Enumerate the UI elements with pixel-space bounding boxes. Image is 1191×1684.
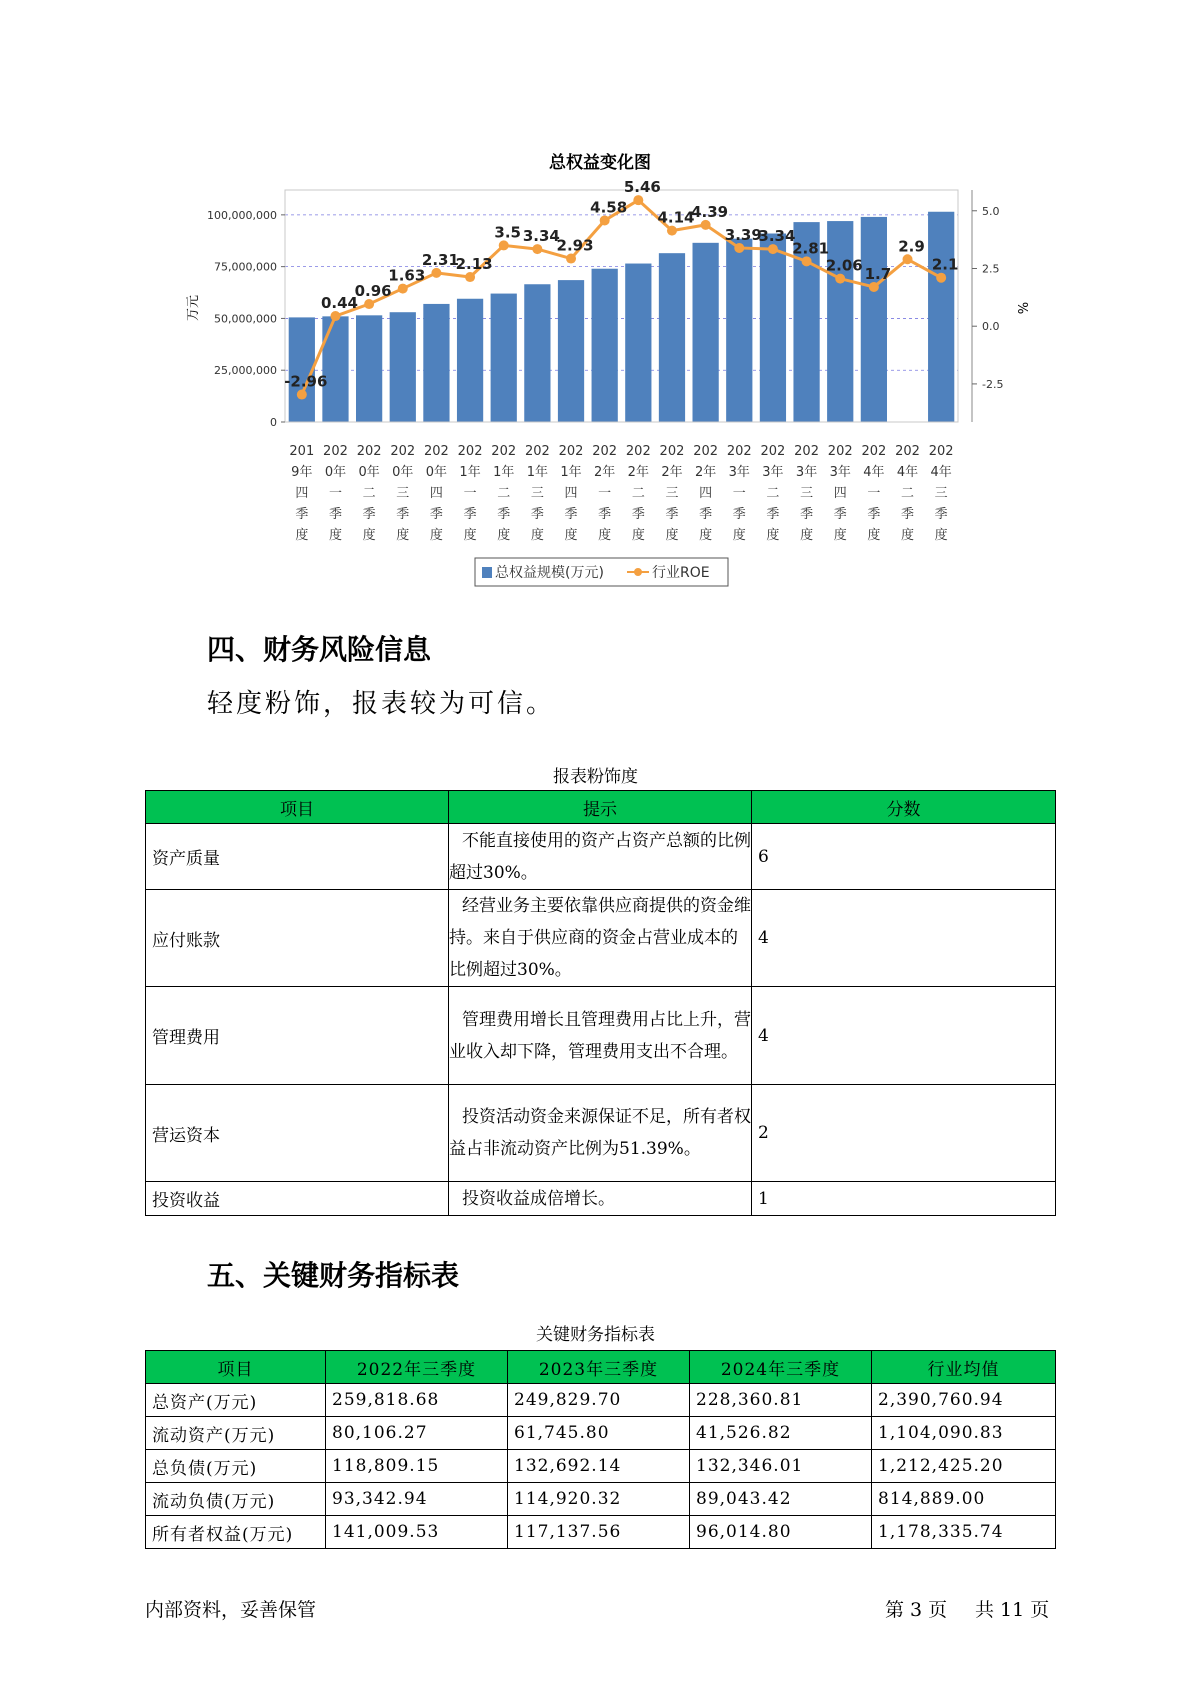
risk-hint: 投资收益成倍增长。	[449, 1182, 752, 1216]
x-tick-label: 二	[631, 486, 645, 501]
x-tick-label: 季	[362, 507, 376, 522]
bar	[356, 315, 382, 422]
kpi-value: 93,342.94	[326, 1483, 508, 1516]
kpi-table	[145, 1350, 1056, 1549]
x-tick-label: 度	[295, 528, 309, 543]
kpi-value: 89,043.42	[690, 1483, 872, 1516]
kpi-table-caption: 关键财务指标表	[536, 1325, 655, 1345]
x-tick-label: 202	[457, 444, 483, 459]
x-tick-label: 季	[766, 507, 780, 522]
section4-heading: 四、财务风险信息	[207, 633, 432, 666]
roe-point	[802, 256, 812, 266]
kpi-value: 1,212,425.20	[872, 1450, 1056, 1483]
roe-point	[734, 243, 744, 253]
x-tick-label: 四	[699, 486, 713, 501]
bar	[558, 280, 584, 422]
risk-table	[145, 790, 1056, 1216]
x-tick-label: 2年	[594, 465, 616, 480]
roe-data-label: 4.58	[590, 198, 628, 217]
x-tick-label: 度	[833, 528, 847, 543]
bar	[928, 212, 954, 422]
x-tick-label: 202	[524, 444, 550, 459]
x-tick-label: 202	[558, 444, 584, 459]
bar	[322, 316, 348, 422]
kpi-item: 所有者权益(万元)	[146, 1516, 326, 1549]
roe-point	[398, 284, 408, 294]
x-tick-label: 季	[295, 507, 309, 522]
roe-data-label: 2.9	[898, 237, 925, 256]
table-row	[146, 890, 1056, 987]
roe-data-label: 1.63	[388, 266, 426, 285]
x-tick-label: 度	[631, 528, 645, 543]
x-tick-label: 季	[463, 507, 477, 522]
section5-heading: 五、关键财务指标表	[207, 1259, 460, 1292]
header-cell: 2023年三季度	[508, 1351, 690, 1384]
roe-data-label: 2.1	[931, 255, 959, 274]
legend-bar-swatch	[482, 567, 492, 578]
x-tick-label: 度	[429, 528, 443, 543]
bar	[423, 304, 449, 422]
x-tick-label: 四	[295, 486, 309, 501]
legend-line-label: 行业ROE	[652, 565, 710, 581]
table-row	[146, 1384, 1056, 1417]
x-tick-label: 季	[396, 507, 410, 522]
bar	[390, 312, 416, 422]
x-tick-label: 9年	[291, 465, 313, 480]
kpi-value: 80,106.27	[326, 1417, 508, 1450]
table-row	[146, 1483, 1056, 1516]
bar	[861, 217, 887, 422]
risk-table-header	[146, 791, 1056, 824]
kpi-value: 61,745.80	[508, 1417, 690, 1450]
kpi-value: 814,889.00	[872, 1483, 1056, 1516]
y-left-tick-label: 50,000,000	[214, 312, 277, 326]
header-cell: 2024年三季度	[690, 1351, 872, 1384]
kpi-item: 总资产(万元)	[146, 1384, 326, 1417]
x-tick-label: 二	[766, 486, 780, 501]
x-tick-label: 季	[699, 507, 713, 522]
x-tick-label: 202	[659, 444, 685, 459]
roe-point	[465, 272, 475, 282]
kpi-value: 132,346.01	[690, 1450, 872, 1483]
bar	[457, 299, 483, 422]
x-tick-label: 四	[429, 486, 443, 501]
x-tick-label: 202	[625, 444, 651, 459]
roe-point	[431, 268, 441, 278]
header-cell: 项目	[146, 791, 449, 824]
roe-data-label: 0.44	[320, 294, 358, 313]
x-tick-label: 季	[665, 507, 679, 522]
bar	[659, 253, 685, 422]
x-tick-label: 一	[867, 486, 881, 501]
x-tick-label: 度	[867, 528, 881, 543]
section4-summary: 轻度粉饰，报表较为可信。	[207, 689, 556, 719]
risk-table-caption: 报表粉饰度	[553, 767, 638, 787]
x-tick-label: 202	[491, 444, 517, 459]
roe-point	[499, 240, 509, 250]
x-tick-label: 度	[766, 528, 780, 543]
kpi-value: 249,829.70	[508, 1384, 690, 1417]
x-tick-label: 201	[289, 444, 315, 459]
x-tick-label: 202	[861, 444, 887, 459]
bar	[592, 269, 618, 422]
roe-point	[903, 254, 913, 264]
risk-score: 2	[752, 1085, 1056, 1182]
legend-bar-label: 总权益规模(万元)	[495, 565, 604, 581]
roe-point	[768, 244, 778, 254]
x-tick-label: 202	[895, 444, 920, 459]
risk-hint: 不能直接使用的资产占资产总额的比例超过30%。	[449, 824, 752, 890]
x-tick-label: 三	[934, 486, 948, 501]
x-tick-label: 度	[362, 528, 376, 543]
x-tick-label: 4年	[863, 465, 885, 480]
chart-ylabel-left: 万元	[186, 294, 201, 322]
x-tick-label: 度	[800, 528, 814, 543]
x-tick-label: 季	[564, 507, 578, 522]
roe-data-label: 5.46	[623, 178, 661, 197]
header-cell: 2022年三季度	[326, 1351, 508, 1384]
roe-point	[633, 195, 643, 205]
x-tick-label: 季	[497, 507, 511, 522]
kpi-value: 96,014.80	[690, 1516, 872, 1549]
y-left-tick-label: 100,000,000	[207, 208, 277, 222]
x-tick-label: 0年	[324, 465, 347, 480]
roe-data-label: 2.06	[825, 256, 863, 275]
footer-page-number: 第 3 页	[885, 1599, 948, 1621]
x-tick-label: 1年	[459, 465, 481, 480]
x-tick-label: 一	[732, 486, 746, 501]
kpi-item: 流动负债(万元)	[146, 1483, 326, 1516]
bar	[524, 284, 550, 422]
x-tick-label: 0年	[358, 465, 380, 480]
roe-point	[667, 226, 677, 236]
bar	[693, 243, 719, 422]
roe-point	[330, 311, 340, 321]
x-tick-label: 2年	[661, 465, 683, 480]
bar	[827, 221, 853, 422]
x-tick-label: 二	[362, 486, 376, 501]
x-tick-label: 度	[598, 528, 612, 543]
x-tick-label: 二	[901, 486, 915, 501]
risk-item: 应付账款	[146, 890, 449, 987]
x-tick-label: 三	[800, 486, 814, 501]
header-cell: 提示	[449, 791, 752, 824]
x-tick-label: 二	[497, 486, 511, 501]
kpi-value: 2,390,760.94	[872, 1384, 1056, 1417]
x-tick-label: 度	[396, 528, 410, 543]
kpi-value: 132,692.14	[508, 1450, 690, 1483]
x-tick-label: 0年	[425, 465, 448, 480]
plot-frame	[285, 190, 958, 422]
x-tick-label: 1年	[493, 465, 515, 480]
x-tick-label: 3年	[762, 465, 784, 480]
x-tick-label: 度	[328, 528, 342, 543]
kpi-value: 41,526.82	[690, 1417, 872, 1450]
table-row	[146, 1417, 1056, 1450]
bar	[625, 264, 651, 422]
risk-score: 1	[752, 1182, 1056, 1216]
roe-point	[869, 282, 879, 292]
roe-point	[297, 390, 307, 400]
x-tick-label: 1年	[560, 465, 582, 480]
roe-data-label: 2.13	[455, 255, 493, 274]
table-row	[146, 1516, 1056, 1549]
kpi-item: 总负债(万元)	[146, 1450, 326, 1483]
x-tick-label: 三	[530, 486, 544, 501]
chart-title: 总权益变化图	[549, 153, 651, 173]
x-tick-label: 4年	[896, 465, 919, 480]
x-tick-label: 一	[328, 486, 342, 501]
roe-point	[936, 273, 946, 283]
roe-point	[566, 254, 576, 264]
chart-legend	[475, 558, 728, 586]
kpi-value: 117,137.56	[508, 1516, 690, 1549]
kpi-value: 228,360.81	[690, 1384, 872, 1417]
x-tick-label: 0年	[392, 465, 414, 480]
risk-hint: 管理费用增长且管理费用占比上升，营业收入却下降，管理费用支出不合理。	[449, 987, 752, 1085]
footer-confidential: 内部资料，妥善保管	[145, 1599, 317, 1621]
equity-chart-svg	[0, 0, 1191, 600]
x-tick-label: 季	[328, 507, 342, 522]
risk-score: 4	[752, 987, 1056, 1085]
roe-point	[600, 215, 610, 225]
roe-point	[701, 220, 711, 230]
y-left-tick-label: 75,000,000	[214, 260, 277, 274]
x-tick-label: 季	[934, 507, 948, 522]
x-tick-label: 202	[726, 444, 752, 459]
roe-data-label: 0.96	[354, 282, 392, 301]
table-row	[146, 1085, 1056, 1182]
x-tick-label: 2年	[694, 465, 717, 480]
y-right-tick-label: 2.5	[982, 262, 1000, 276]
kpi-value: 114,920.32	[508, 1483, 690, 1516]
risk-score: 6	[752, 824, 1056, 890]
kpi-value: 1,104,090.83	[872, 1417, 1056, 1450]
x-tick-label: 202	[323, 444, 348, 459]
roe-data-label: 4.14	[657, 208, 695, 227]
chart-ylabel-right: %	[1014, 301, 1029, 315]
x-tick-label: 202	[827, 444, 853, 459]
x-tick-label: 度	[530, 528, 544, 543]
x-tick-label: 季	[901, 507, 915, 522]
x-tick-label: 202	[760, 444, 786, 459]
x-tick-label: 三	[396, 486, 410, 501]
x-tick-label: 一	[598, 486, 612, 501]
kpi-value: 141,009.53	[326, 1516, 508, 1549]
roe-point	[364, 299, 374, 309]
x-tick-label: 4年	[930, 465, 952, 480]
x-tick-label: 3年	[829, 465, 851, 480]
footer-total-pages: 共 11 页	[975, 1599, 1050, 1621]
roe-data-label: 1.7	[864, 264, 892, 283]
x-tick-label: 度	[564, 528, 578, 543]
x-tick-label: 三	[665, 486, 679, 501]
x-tick-label: 季	[867, 507, 881, 522]
risk-item: 资产质量	[146, 824, 449, 890]
x-tick-label: 度	[732, 528, 746, 543]
roe-data-label: 2.81	[792, 239, 830, 258]
y-left-tick-label: 25,000,000	[214, 364, 277, 378]
y-right-tick-label: 5.0	[982, 204, 1000, 218]
roe-data-label: 2.93	[556, 236, 594, 255]
risk-hint: 投资活动资金来源保证不足，所有者权益占非流动资产比例为51.39%。	[449, 1085, 752, 1182]
kpi-table-header	[146, 1351, 1056, 1384]
bar	[726, 239, 752, 422]
roe-point	[532, 244, 542, 254]
table-row	[146, 987, 1056, 1085]
risk-score: 4	[752, 890, 1056, 987]
x-tick-label: 季	[800, 507, 814, 522]
x-tick-label: 2年	[627, 465, 649, 480]
x-tick-label: 202	[794, 444, 819, 459]
roe-data-label: 4.39	[691, 202, 729, 221]
table-row	[146, 1450, 1056, 1483]
roe-data-label: 3.5	[494, 223, 522, 242]
equity-chart	[0, 0, 1191, 600]
header-cell: 项目	[146, 1351, 326, 1384]
roe-data-label: 3.39	[724, 225, 762, 244]
y-right-tick-label: -2.5	[982, 377, 1004, 391]
x-tick-label: 一	[463, 486, 477, 501]
x-tick-label: 季	[732, 507, 746, 522]
x-tick-label: 202	[424, 444, 449, 459]
x-tick-label: 度	[901, 528, 915, 543]
risk-item: 营运资本	[146, 1085, 449, 1182]
y-right-tick-label: 0.0	[982, 320, 1000, 334]
x-tick-label: 季	[833, 507, 847, 522]
x-tick-label: 季	[530, 507, 544, 522]
x-tick-label: 度	[934, 528, 948, 543]
x-tick-label: 四	[564, 486, 578, 501]
kpi-value: 118,809.15	[326, 1450, 508, 1483]
header-cell: 行业均值	[872, 1351, 1056, 1384]
roe-point	[835, 274, 845, 284]
x-tick-label: 202	[390, 444, 416, 459]
x-tick-label: 度	[497, 528, 511, 543]
roe-data-label: 2.31	[421, 250, 459, 269]
table-row	[146, 824, 1056, 890]
risk-item: 投资收益	[146, 1182, 449, 1216]
roe-data-label: -2.96	[284, 372, 328, 391]
x-tick-label: 度	[665, 528, 679, 543]
x-tick-label: 202	[592, 444, 618, 459]
bar	[760, 234, 786, 423]
x-tick-label: 度	[699, 528, 713, 543]
x-tick-label: 3年	[795, 465, 818, 480]
kpi-value: 1,178,335.74	[872, 1516, 1056, 1549]
x-tick-label: 3年	[728, 465, 750, 480]
x-tick-label: 季	[631, 507, 645, 522]
x-tick-label: 季	[429, 507, 443, 522]
roe-data-label: 3.34	[758, 227, 796, 246]
x-tick-label: 202	[356, 444, 382, 459]
legend-line-marker	[634, 568, 642, 576]
risk-item: 管理费用	[146, 987, 449, 1085]
x-tick-label: 季	[598, 507, 612, 522]
x-tick-label: 202	[693, 444, 719, 459]
kpi-item: 流动资产(万元)	[146, 1417, 326, 1450]
x-tick-label: 1年	[526, 465, 549, 480]
x-tick-label: 202	[928, 444, 954, 459]
header-cell: 分数	[752, 791, 1056, 824]
y-left-tick-label: 0	[270, 416, 277, 429]
risk-hint: 经营业务主要依靠供应商提供的资金维持。来自于供应商的资金占营业成本的比例超过30%。	[449, 890, 752, 987]
x-tick-label: 四	[833, 486, 847, 501]
roe-data-label: 3.34	[522, 227, 560, 246]
x-tick-label: 度	[463, 528, 477, 543]
bar	[491, 294, 517, 422]
kpi-value: 259,818.68	[326, 1384, 508, 1417]
table-row	[146, 1182, 1056, 1216]
